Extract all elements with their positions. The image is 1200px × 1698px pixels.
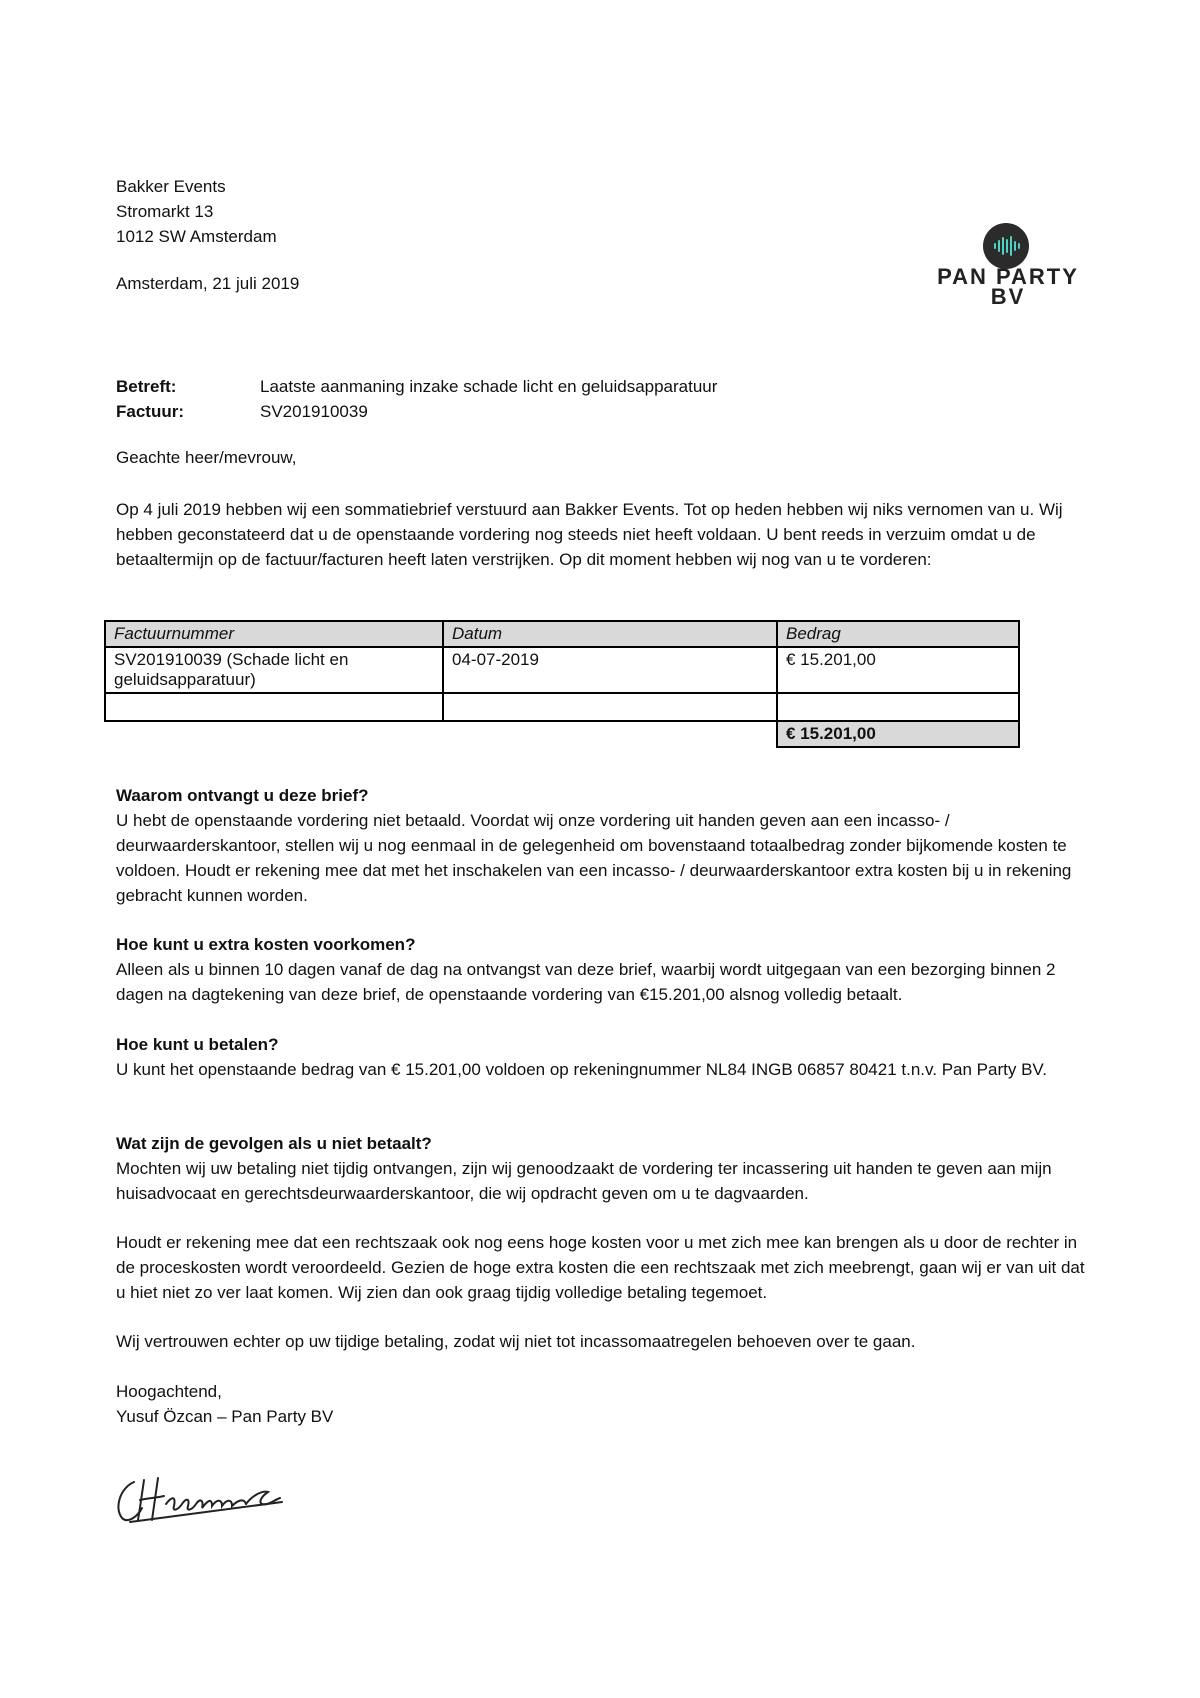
section-kosten-voorkomen [116, 932, 1096, 1007]
table-header-row [105, 621, 1019, 647]
logo-text-line2: BV [990, 284, 1026, 309]
closing-block [116, 1379, 1096, 1429]
date-line: Amsterdam, 21 juli 2019 [116, 274, 300, 293]
court-paragraph: Houdt er rekening mee dat een rechtszaak ook nog eens hoge kosten voor u met zich mee kan brengen als u door de rechter in de proceskosten wordt veroordeeld. Gezien de hoge extra kosten die een rechtszaak met zich meebrengt, gaan wij er van uit dat u hiet niet zo ver laat komen. Wij zien dan ook graag tijdig volledige betaling tegemoet. [116, 1233, 1085, 1302]
section-heading: Hoe kunt u extra kosten voorkomen? [116, 935, 416, 954]
recipient-street: Stromarkt 13 [116, 202, 214, 221]
cell-bedrag: € 15.201,00 [777, 647, 1019, 693]
cell-empty [777, 693, 1019, 721]
cell-empty [105, 693, 443, 721]
table-row [105, 647, 1019, 693]
table-row-empty [105, 693, 1019, 721]
handwritten-signature [112, 1460, 292, 1530]
section-heading: Waarom ontvangt u deze brief? [116, 786, 369, 805]
total-amount: € 15.201,00 [777, 721, 1019, 747]
betreft-value: Laatste aanmaning inzake schade licht en geluidsapparatuur [260, 377, 718, 396]
company-logo [918, 222, 1098, 309]
section-heading: Wat zijn de gevolgen als u niet betaalt? [116, 1134, 432, 1153]
cell-datum: 04-07-2019 [443, 647, 777, 693]
section-body: Mochten wij uw betaling niet tijdig ontvangen, zijn wij genoodzaakt de vordering ter incassering uit handen te geven aan mijn huisadvocaat en gerechtsdeurwaarderskantoor, die wij opdracht geven om u te dagvaarden. [116, 1159, 1052, 1203]
recipient-name: Bakker Events [116, 177, 226, 196]
section-heading: Hoe kunt u betalen? [116, 1035, 279, 1054]
recipient-address [116, 174, 277, 249]
signer-line: Yusuf Özcan – Pan Party BV [116, 1407, 334, 1426]
recipient-city: 1012 SW Amsterdam [116, 227, 277, 246]
section-gevolgen [116, 1131, 1096, 1206]
subject-block [116, 374, 717, 424]
section-waarom [116, 783, 1096, 908]
invoice-table [104, 620, 1020, 748]
greeting: Geachte heer/mevrouw, [116, 448, 297, 467]
soundwave-circle-icon [982, 222, 1030, 270]
table-total-row [105, 721, 1019, 747]
factuur-label: Factuur: [116, 402, 184, 421]
header-bedrag: Bedrag [777, 621, 1019, 647]
betreft-label: Betreft: [116, 377, 177, 396]
header-datum: Datum [443, 621, 777, 647]
logo-text-line1: PAN PARTY [937, 264, 1079, 289]
section-body: U kunt het openstaande bedrag van € 15.201,00 voldoen op rekeningnummer NL84 INGB 06857 80421 t.n.v. Pan Party BV. [116, 1060, 1047, 1079]
section-betalen [116, 1032, 1096, 1082]
section-body: U hebt de openstaande vordering niet betaald. Voordat wij onze vordering uit handen geven aan een incasso- / deurwaarderskantoor, stellen wij u nog eenmaal in de gelegenheid om bovenstaand totaalbedrag zonder bijkomende kosten te voldoen. Houdt er rekening mee dat met het inschakelen van een incasso- / deurwaarderskantoor extra kosten bij u in rekening gebracht kunnen worden. [116, 811, 1072, 905]
cell-factuurnummer: SV201910039 (Schade licht en geluidsapparatuur) [105, 647, 443, 693]
section-body: Alleen als u binnen 10 dagen vanaf de dag na ontvangst van deze brief, waarbij wordt uitgegaan van een bezorging binnen 2 dagen na dagtekening van deze brief, de openstaande vordering van €15.201,00 alsnog volledig betaalt. [116, 960, 1056, 1004]
trust-paragraph: Wij vertrouwen echter op uw tijdige betaling, zodat wij niet tot incassomaatregelen behoeven over te gaan. [116, 1332, 916, 1351]
header-factuurnummer: Factuurnummer [105, 621, 443, 647]
cell-empty [443, 693, 777, 721]
closing-line: Hoogachtend, [116, 1382, 222, 1401]
factuur-value: SV201910039 [260, 402, 368, 421]
intro-paragraph: Op 4 juli 2019 hebben wij een sommatiebrief verstuurd aan Bakker Events. Tot op heden hebben wij niks vernomen van u. Wij hebben geconstateerd dat u de openstaande vordering nog steeds niet heeft voldaan. U bent reeds in verzuim omdat u de betaaltermijn op de factuur/facturen heeft laten verstrijken. Op dit moment hebben wij nog van u te vorderen: [116, 500, 1063, 569]
